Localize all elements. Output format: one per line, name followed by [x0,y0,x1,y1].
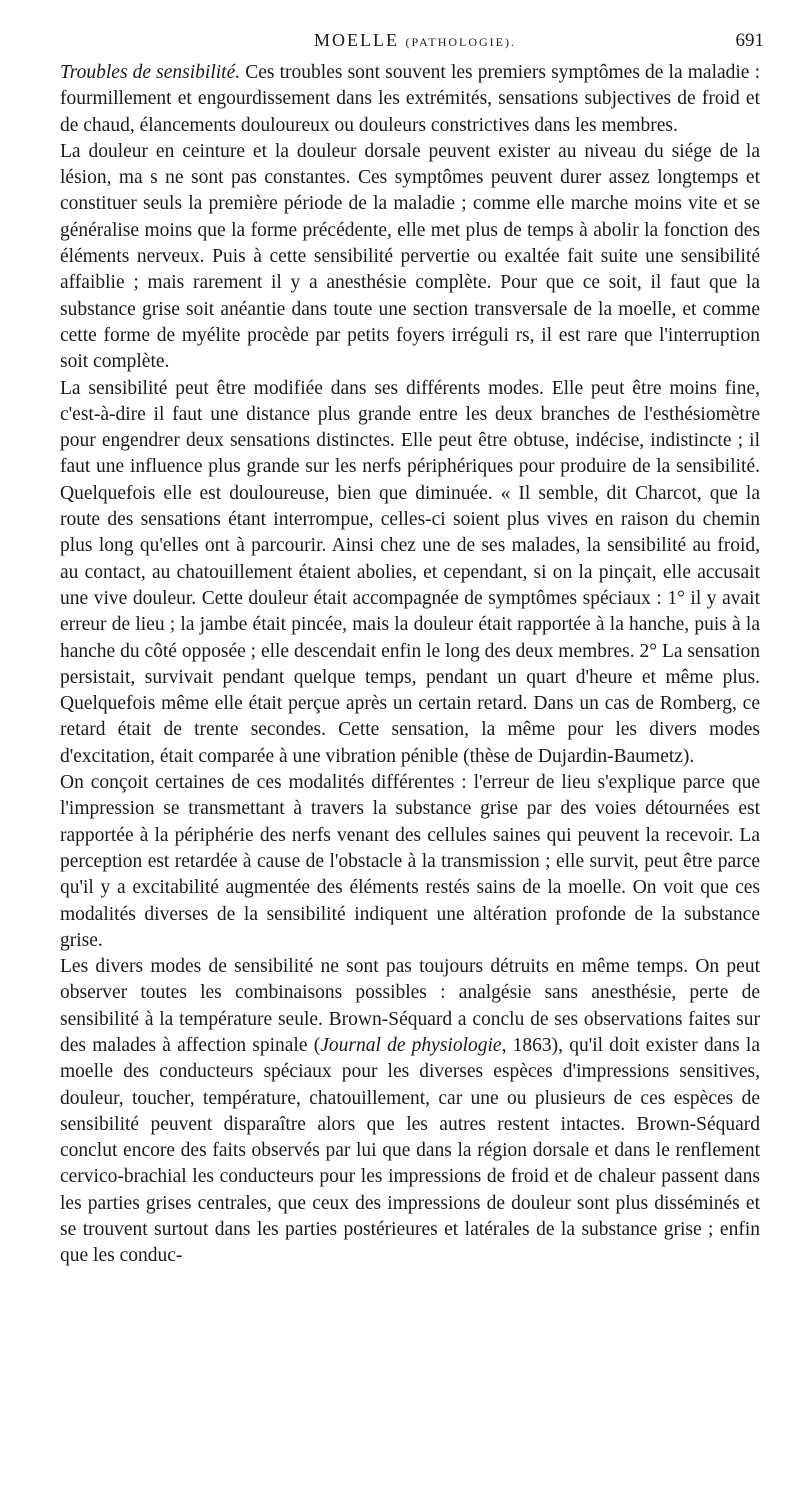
paragraph-5 [60,954,760,1270]
paragraph-1 [60,60,760,139]
page-number: 691 [735,30,764,51]
journal-title: Journal de physiologie [320,1034,502,1056]
header-title: MOELLE [313,30,399,50]
paragraph-5-text-after: , 1863), qu'il doit exister dans la moelle des conducteurs spéciaux pour les diverses espèces d'impressions sensitives, douleur, toucher, température, chatouillement, car une ou plusieurs de ces espèces de sensibilité peuvent disparaître alors que les autres restent intactes. Brown-Séquard conclut encore des faits observés par lui que dans la région dorsale et dans le renflement cervico-brachial les conducteurs pour les impressions de froid et de chaleur passent dans les parties grises centrales, que ceux des impressions de douleur sont plus disséminés et se trouvent surtout dans les parties postérieures et latérales de la substance grise ; enfin que les conduc- [60,1034,760,1267]
section-heading: Troubles de sensibilité. [60,62,241,83]
running-header [60,30,770,56]
body-text [60,60,760,1270]
paragraph-3: La sensibilité peut être modifiée dans ses différents modes. Elle peut être moins fine, c'est-à-dire il faut une distance plus grande entre les deux branches de l'esthésiomètre pour engendrer deux sensations distinctes. Elle peut être obtuse, indécise, indistincte ; il faut une influence plus grande sur les nerfs périphériques pour produire de la sensibilité. Quelquefois elle est douloureuse, bien que diminuée. « Il semble, dit Charcot, que la route des sensations étant interrompue, celles-ci soient plus vives en raison du chemin plus long qu'elles ont à parcourir. Ainsi chez une de ses malades, la sensibilité au froid, au contact, au chatouillement étaient abolies, et cependant, si on la pinçait, elle accusait une vive douleur. Cette douleur était accompagnée de symptômes spéciaux : 1° il y avait erreur de lieu ; la jambe était pincée, mais la douleur était rapportée à la hanche, puis à la hanche du côté opposée ; elle descendait enfin le long des deux membres. 2° La sensation persistait, survivait pendant quelque temps, pendant un quart d'heure et même plus. Quelquefois même elle était perçue après un certain retard. Dans un cas de Romberg, ce retard était de trente secondes. Cette sensation, la même pour les divers modes d'excitation, était comparée à une vibration pénible (thèse de Dujardin-Baumetz). [60,377,760,767]
header-subtitle: (PATHOLOGIE). [405,35,517,49]
paragraph-2: La douleur en ceinture et la douleur dorsale peuvent exister au niveau du siége de la lésion, ma s ne sont pas constantes. Ces symptômes peuvent durer assez longtemps et constituer seuls la première période de la maladie ; comme elle marche moins vite et se généralise moins que la forme précédente, elle met plus de temps à abolir la fonction des éléments nerveux. Puis à cette sensibilité pervertie ou exaltée fait suite une sensibilité affaiblie ; mais rarement il y a anesthésie complète. Pour que ce soit, il faut que la substance grise soit anéantie dans toute une section transversale de la moelle, et comme cette forme de myélite procède par petits foyers irréguli rs, il est rare que l'interruption soit complète. [60,140,760,373]
paragraph-4: On conçoit certaines de ces modalités différentes : l'erreur de lieu s'explique parce que l'impression se transmettant à travers la substance grise par des voies détournées est rapportée à la périphérie des nerfs venant des cellules saines qui peuvent la recevoir. La perception est retardée à cause de l'obstacle à la transmission ; elle survit, peut être parce qu'il y a excitabilité augmentée des éléments restés sains de la moelle. On voit que ces modalités diverses de la sensibilité indiquent une altération profonde de la substance grise. [60,772,760,951]
paragraph-1-text: Ces troubles sont souvent les premiers symptômes de la maladie : fourmillement et engourdissement dans les extrémités, sensations subjectives de froid et de chaud, élancements douloureux ou douleurs constrictives dans les membres. [60,62,760,136]
running-title [60,30,770,51]
paragraph-5-text-before: Les divers modes de sensibilité ne sont pas toujours détruits en même temps. On peut observer toutes les combinaisons possibles : analgésie sans anesthésie, perte de sensibilité à la température seule. Brown-Séquard a conclu de ses observations faites sur des malades à affection spinale ( [60,956,760,1056]
